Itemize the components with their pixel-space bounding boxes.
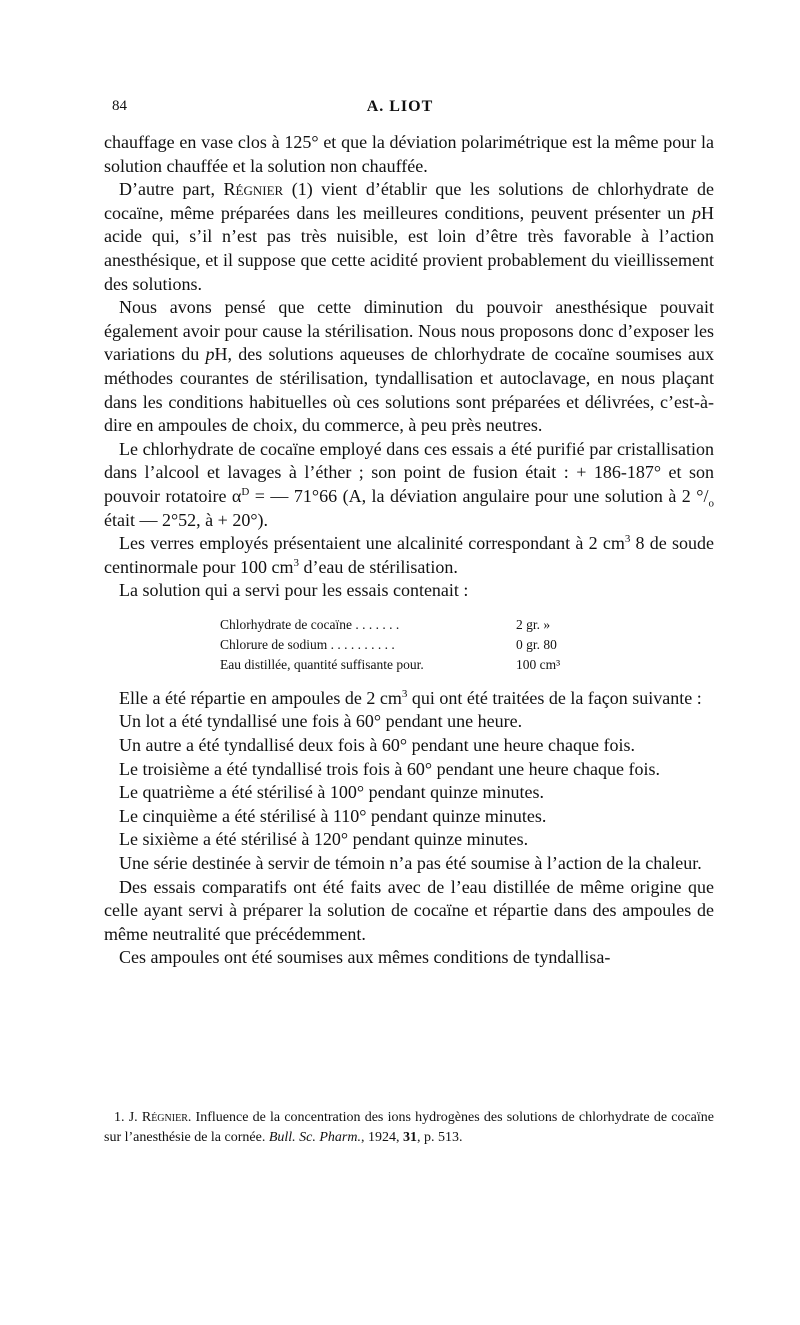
paragraph bbox=[104, 178, 714, 296]
page-header bbox=[0, 98, 800, 120]
table-row bbox=[220, 615, 560, 635]
paragraph: Une série destinée à servir de témoin n’a pas été soumise à l’action de la chaleur. bbox=[119, 853, 702, 874]
footnote-number: 1. J. bbox=[114, 1110, 142, 1125]
journal-name: Bull. Sc. Pharm. bbox=[268, 1130, 361, 1145]
footnote bbox=[104, 1108, 714, 1148]
text-run: H acide qui, s’il n’est pas très nuisible, est loin d’être très favorable à l’action anesthésique, et il suppose que cette acidité provient probablement du vieillissement des solutions. bbox=[104, 202, 714, 294]
footnote-author: Régnier bbox=[141, 1110, 188, 1125]
paragraph bbox=[104, 532, 714, 579]
text-run: était — 2°52, à + 20°). bbox=[104, 509, 269, 530]
paragraph: chauffage en vase clos à 125° et que la déviation polarimétrique est la même pour la solution chauffée et la solution non chauffée. bbox=[104, 132, 714, 176]
paragraph: Le quatrième a été stérilisé à 100° pendant quinze minutes. bbox=[119, 782, 545, 803]
paragraph bbox=[104, 438, 714, 532]
text-run: vient d’établir que les solutions de chlorhydrate de cocaïne, même préparées dans les meilleures conditions, peuvent présenter un bbox=[104, 179, 715, 223]
text-run: p bbox=[692, 202, 701, 223]
running-title: A. LIOT bbox=[366, 98, 434, 115]
text-run: , 1924, bbox=[360, 1130, 403, 1145]
recipe-table bbox=[220, 615, 560, 675]
text-run: = — 71°66 (A, la déviation angulaire pour une solution à 2 °/ bbox=[249, 485, 709, 506]
paragraph: La solution qui a servi pour les essais contenait : bbox=[119, 580, 469, 601]
superscript: 3 bbox=[401, 687, 408, 700]
page-number: 84 bbox=[112, 98, 127, 114]
superscript: 3 bbox=[624, 533, 631, 546]
recipe-value: 0 gr. 80 bbox=[516, 636, 557, 652]
text-run: Elle a été répartie en ampoules de 2 cm bbox=[119, 687, 402, 708]
paragraph: Un lot a été tyndallisé une fois à 60° pendant une heure. bbox=[119, 711, 523, 732]
text-run: D’autre part, bbox=[119, 179, 224, 200]
volume-number: 31 bbox=[402, 1130, 417, 1145]
paragraph: Le sixième a été stérilisé à 120° pendant quinze minutes. bbox=[119, 829, 529, 850]
superscript: D bbox=[241, 485, 250, 498]
text-run: Le chlorhydrate de cocaïne employé dans ces essais a été purifié par cristallisation dans l’alcool et lavages à l’éther ; son point de fusion était : + 186-187° et son pouvoir rotatoire α bbox=[104, 438, 714, 506]
text-run: 8 de soude centinormale pour 100 cm bbox=[104, 533, 714, 577]
paragraph bbox=[104, 296, 714, 438]
footnote-text bbox=[104, 1108, 714, 1148]
paragraph: Le troisième a été tyndallisé trois fois à 60° pendant une heure chaque fois. bbox=[119, 758, 661, 779]
body-text bbox=[104, 131, 714, 970]
paragraph: Ces ampoules ont été soumises aux mêmes conditions de tyndallisa- bbox=[119, 947, 611, 968]
subscript: o bbox=[708, 497, 714, 510]
text-run: qui ont été traitées de la façon suivante : bbox=[407, 687, 702, 708]
table-row bbox=[220, 635, 560, 655]
text-run: p bbox=[205, 344, 215, 365]
recipe-label: Eau distillée, quantité suffisante pour. bbox=[220, 656, 424, 672]
text-run: , p. 513. bbox=[416, 1130, 463, 1145]
paragraph: Le cinquième a été stérilisé à 110° pendant quinze minutes. bbox=[119, 805, 547, 826]
recipe-value: 100 cm³ bbox=[516, 656, 561, 672]
text-run: Nous avons pensé que cette diminution du pouvoir anesthésique pouvait également avoir pour cause la stérilisation. Nous nous proposons donc d’exposer les variations du bbox=[104, 297, 714, 365]
footnote-ref: (1) bbox=[291, 179, 313, 200]
recipe-value: 2 gr. » bbox=[516, 616, 551, 632]
recipe-label: Chlorhydrate de cocaïne . . . . . . . bbox=[220, 616, 400, 632]
text-run: Les verres employés présentaient une alcalinité correspondant à 2 cm bbox=[119, 533, 625, 554]
paragraph: Des essais comparatifs ont été faits avec de l’eau distillée de même origine que celle ayant servi à préparer la solution de cocaïne et répartie dans des ampoules de même neutralité que précédemment. bbox=[104, 876, 714, 944]
text-run: . Influence de la concentration des ions hydrogènes des solutions de chlorhydrate de cocaïne sur l’anesthésie de la cornée. bbox=[104, 1110, 715, 1145]
superscript: 3 bbox=[293, 556, 299, 569]
paragraph bbox=[104, 687, 714, 711]
table-row bbox=[220, 655, 560, 675]
text-run: d’eau de stérilisation. bbox=[298, 556, 458, 577]
author-name: Régnier bbox=[223, 179, 284, 200]
text-run: H, des solutions aqueuses de chlorhydrate de cocaïne soumises aux méthodes courantes de stérilisation, tyndallisation et autoclavage, en nous plaçant dans les conditions habituelles où ces solutions sont préparées et délivrées, c’est-à-dire en ampoules de choix, du commerce, à peu près neutres. bbox=[104, 344, 715, 436]
paragraph: Un autre a été tyndallisé deux fois à 60° pendant une heure chaque fois. bbox=[119, 735, 636, 756]
recipe-label: Chlorure de sodium . . . . . . . . . . bbox=[220, 636, 395, 652]
